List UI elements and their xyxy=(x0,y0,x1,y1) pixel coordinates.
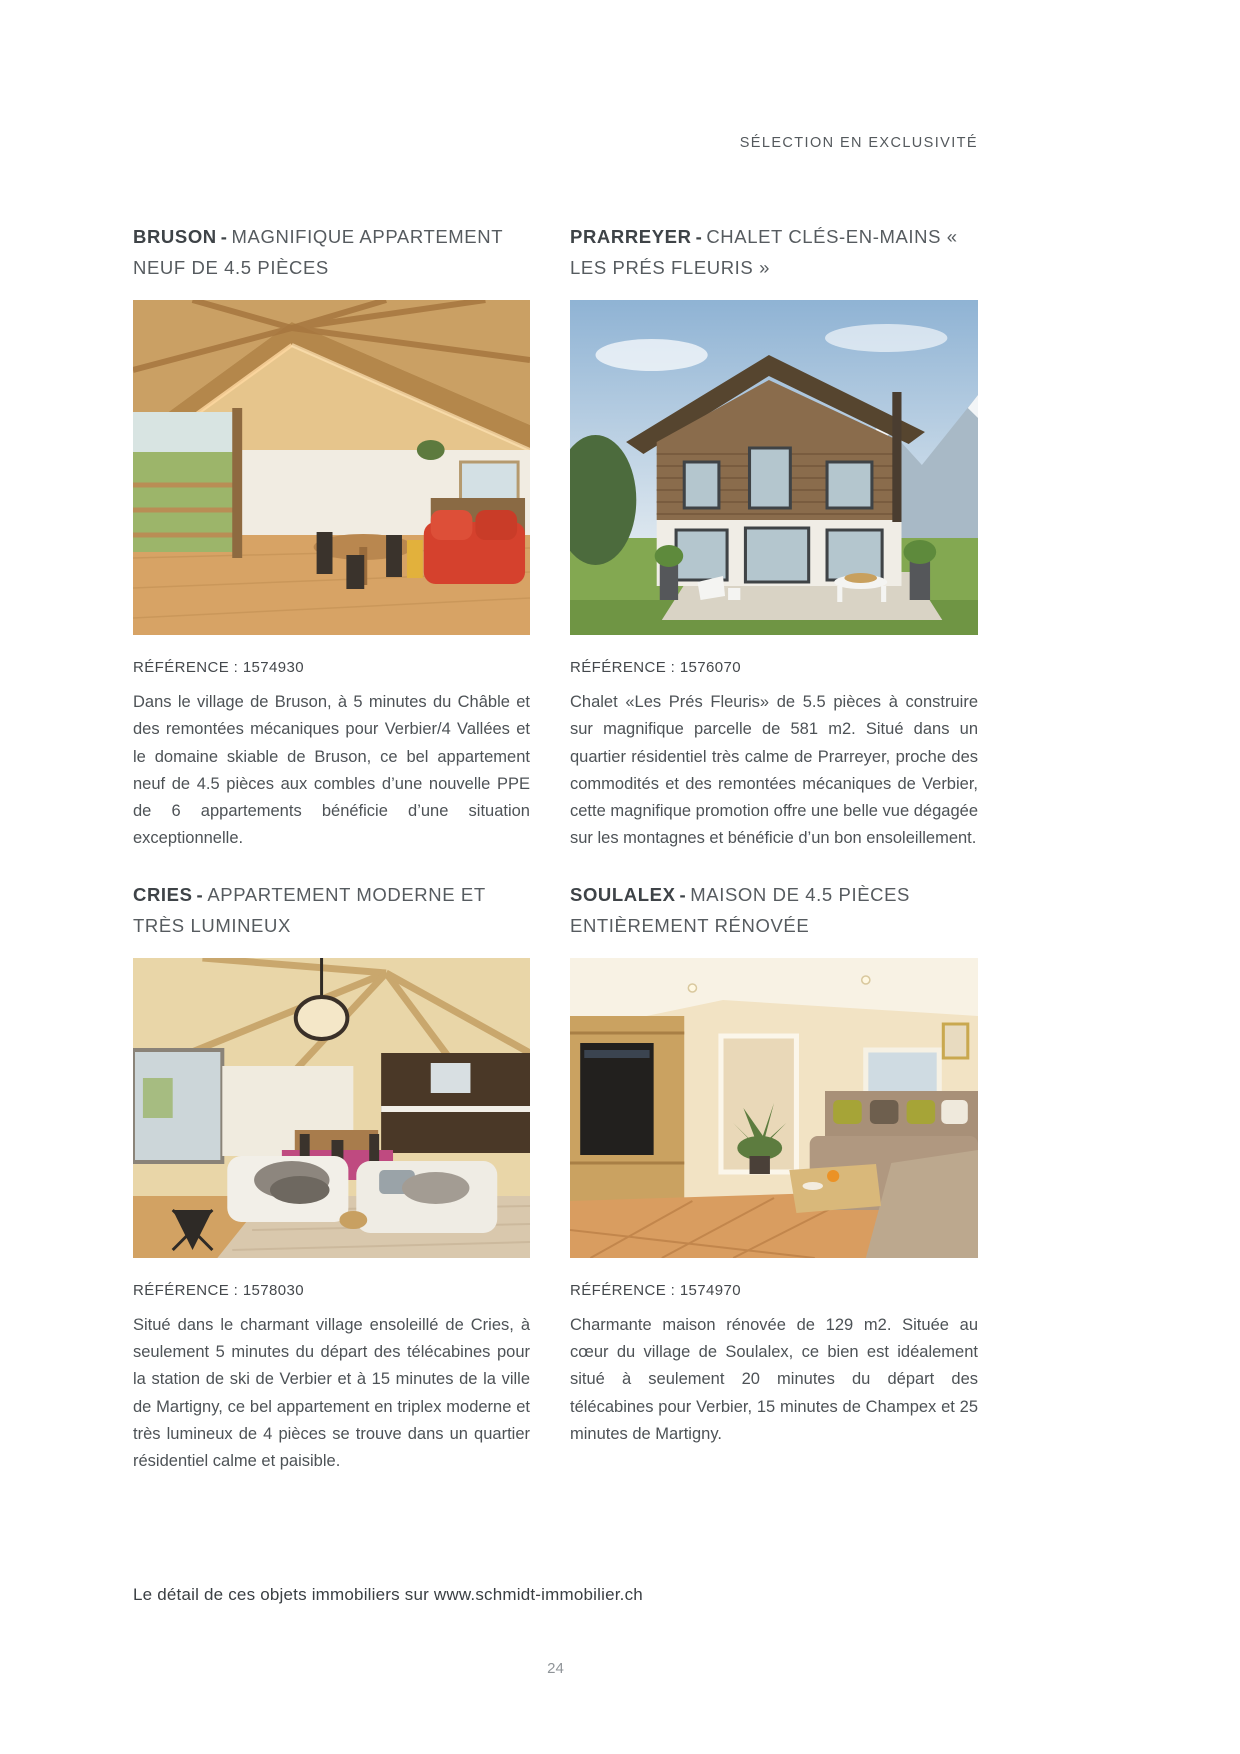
listing-card-prarreyer xyxy=(570,221,978,853)
listing-description: Dans le village de Bruson, à 5 minutes du Châble et des remontées mécaniques pour Verbier/4 Vallées et le domaine skiable de Bruson, ce bel appartement neuf de 4.5 pièces aux combles d’une nouvelle PPE de 6 appartements bénéficie d’une situation exceptionnelle. xyxy=(133,693,530,848)
listing-location: SOULALEX xyxy=(570,883,676,905)
listing-description: Chalet «Les Prés Fleuris» de 5.5 pièces à construire sur magnifique parcelle de 581 m2. Situé dans un quartier résidentiel très calme de Prarreyer, proche des commodités et des remontées mécaniques de Verbier, cette magnifique promotion offre une belle vue dégagée sur les montagnes et bénéficie d’un bon ensoleillement. xyxy=(570,693,978,848)
soulalex-interior-illustration xyxy=(570,958,978,1258)
listing-reference: RÉFÉRENCE : 1578030 xyxy=(133,1281,305,1299)
page-number: 24 xyxy=(547,1660,564,1677)
listing-title-text: MAGNIFIQUE APPARTEMENT NEUF DE 4.5 PIÈCES xyxy=(133,226,503,278)
listing-photo-soulalex-interior xyxy=(570,958,978,1258)
listing-location: PRARREYER xyxy=(570,226,692,247)
title-separator: - xyxy=(679,883,687,905)
listing-title-text: CHALET CLÉS-EN-MAINS « LES PRÉS FLEURIS » xyxy=(570,226,958,278)
listing-title xyxy=(570,879,978,941)
listing-reference: RÉFÉRENCE : 1574970 xyxy=(570,1281,742,1299)
section-header: SÉLECTION EN EXCLUSIVITÉ xyxy=(739,135,978,151)
listing-card-soulalex xyxy=(570,879,978,1476)
bruson-interior-illustration xyxy=(133,300,530,635)
listings-grid xyxy=(133,221,978,1476)
listing-photo-cries-interior xyxy=(133,958,530,1258)
listing-location: BRUSON xyxy=(133,226,217,247)
footer-note: Le détail de ces objets immobiliers sur www.schmidt-immobilier.ch xyxy=(133,1585,643,1604)
listing-card-cries xyxy=(133,879,530,1476)
listing-location: CRIES xyxy=(133,883,193,905)
title-separator: - xyxy=(196,883,204,905)
cries-interior-illustration xyxy=(133,958,530,1258)
listing-photo-prarreyer-chalet xyxy=(570,300,978,635)
listing-title xyxy=(133,221,530,283)
listing-title xyxy=(133,879,530,941)
listing-reference: RÉFÉRENCE : 1574930 xyxy=(133,659,305,676)
listing-reference: RÉFÉRENCE : 1576070 xyxy=(570,659,742,676)
prarreyer-chalet-illustration xyxy=(570,300,978,635)
listing-card-bruson xyxy=(133,221,530,853)
title-separator: - xyxy=(220,226,228,247)
listing-photo-bruson-interior xyxy=(133,300,530,635)
title-separator: - xyxy=(695,226,703,247)
listing-description: Situé dans le charmant village ensoleillé de Cries, à seulement 5 minutes du départ des télécabines pour la station de ski de Verbier et à 15 minutes de la ville de Martigny, ce bel appartement en triplex moderne et très lumineux de 4 pièces se trouve dans un quartier résidentiel calme et paisible. xyxy=(133,1315,530,1471)
listing-description: Charmante maison rénovée de 129 m2. Située au cœur du village de Soulalex, ce bien est idéalement situé à seulement 20 minutes du départ des télécabines pour Verbier, 15 minutes de Champex et 25 minutes de Martigny. xyxy=(570,1315,978,1443)
listing-title-text: MAISON DE 4.5 PIÈCES ENTIÈREMENT RÉNOVÉE xyxy=(570,883,910,936)
listing-title-text: APPARTEMENT MODERNE ET TRÈS LUMINEUX xyxy=(133,883,486,936)
listing-title xyxy=(570,221,978,283)
